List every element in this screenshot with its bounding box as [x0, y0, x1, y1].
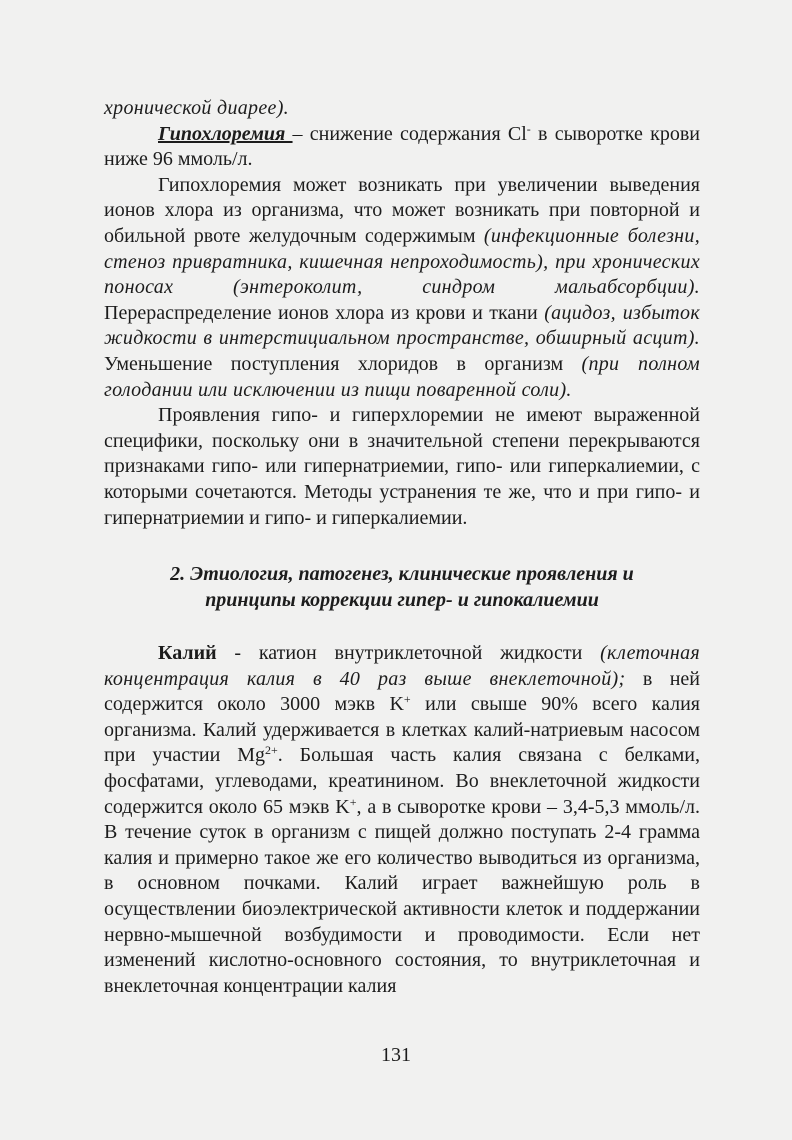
ion-charge: -	[526, 121, 531, 136]
paragraph-manifestations: Проявления гипо- и гиперхлоремии не имеют выраженной специфики, поскольку они в значительной степени перекрываются признаками гипо- или гипернатриемии, гипо- или гиперкалиемии, с которыми сочетаются. Методы устранения те же, что и при гипо- и гипернатриемии и гипо- и гиперкалиемии.	[104, 404, 700, 529]
italic-text: (инфекционные болезни, стеноз привратника, кишечная непроходимость), при хронических поносах (энтероколит, синдром мальабсорбции).	[104, 224, 701, 299]
text: , а в сыворотке крови – 3,4-5,3 ммоль/л. В течение суток в организм с пищей должно поступать 2-4 грамма калия и примерно такое же его количество выводиться из организма, в основном почками. Калий играет важнейшую роль в осуществлении биоэлектрической активности клеток и поддержании нервно-мышечной возбудимости и проводимости. Если нет изменений кислотно-основного состояния, то внутриклеточная и внеклеточная концентрации калия	[104, 795, 700, 997]
text: в сыворотке крови ниже 96 ммоль/л.	[104, 122, 700, 171]
heading-line-1: 2. Этиология, патогенез, клинические проявления и	[170, 563, 634, 586]
text: – снижение содержания Cl	[292, 122, 527, 145]
ion-charge: +	[403, 692, 411, 707]
italic-text: (ацидоз, избыток жидкости в интерстициальном пространстве, обширный асцит).	[104, 301, 700, 350]
text: в ней содержится около 3000 мэкв K	[104, 667, 700, 716]
term-hypochloremia: Гипохлоремия	[158, 122, 293, 145]
paragraph-hypochloremia-causes	[104, 173, 700, 403]
term-potassium: Калий	[158, 642, 217, 665]
heading-line-2: принципы коррекции гипер- и гипокалиемии	[205, 589, 599, 612]
paragraph-continuation	[104, 96, 700, 122]
ion-charge: +	[349, 794, 357, 809]
paragraph-potassium	[104, 641, 700, 999]
text: . Большая часть калия связана с белками, фосфатами, углеводами, креатинином. Во внеклеточной жидкости содержится около 65 мэкв K	[104, 744, 700, 818]
italic-text: (клеточная концентрация калия в 40 раз выше внеклеточной);	[104, 642, 700, 690]
ion-charge: 2+	[264, 743, 278, 758]
italic-text: хронической диарее).	[104, 97, 289, 119]
text: Уменьшение поступления хлоридов в организм	[104, 352, 582, 375]
page-body	[104, 96, 700, 999]
paragraph-hypochloremia-definition	[104, 122, 700, 173]
text: Перераспределение ионов хлора из крови и ткани	[104, 301, 545, 324]
section-heading	[104, 561, 700, 613]
italic-text: (при полном голодании или исключении из пищи поваренной соли).	[104, 352, 700, 401]
text: Гипохлоремия может возникать при увеличении выведения ионов хлора из организма, что может возникать при повторной и обильной рвоте желудочным содержимым	[104, 173, 700, 247]
text: или свыше 90% всего калия организма. Калий удерживается в клетках калий-натриевым насосом при участии Mg	[104, 693, 700, 767]
page-number: 131	[381, 1044, 411, 1066]
text: - катион внутриклеточной жидкости	[216, 642, 601, 665]
